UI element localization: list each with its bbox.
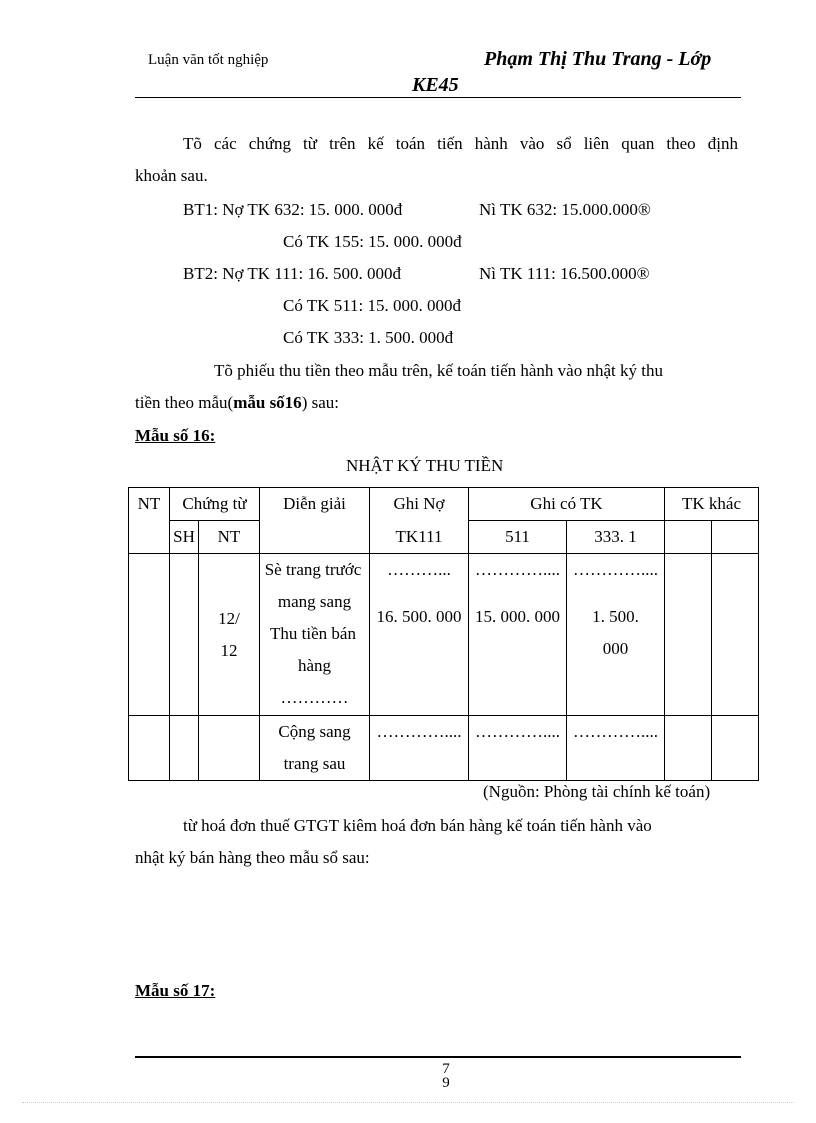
- cell-3331: ………….... 1. 500. 000: [567, 554, 665, 716]
- running-header-class: KE45: [412, 74, 459, 96]
- table-header-row-2: [129, 521, 759, 554]
- para2-line-1: Tõ phiếu thu tiền theo mẫu trên, kế toán tiến hành vào nhật ký thu: [214, 361, 663, 380]
- para3-line-1: từ hoá đơn thuế GTGT kiêm hoá đơn bán hàng kế toán tiến hành vào: [183, 816, 652, 835]
- header-sh: SH: [170, 521, 199, 554]
- form-16-label: Mẫu số 16:: [135, 426, 216, 445]
- entry-bt2-debit: BT2: Nợ TK 111: 16. 500. 000đ: [183, 264, 402, 283]
- intro-line-1: Tõ các chứng từ trên kế toán tiến hành vào sổ liên quan theo định: [183, 134, 738, 153]
- entry-bt1-credit: Có TK 155: 15. 000. 000đ: [283, 232, 462, 251]
- entry-bt2-credit-333: Có TK 333: 1. 500. 000đ: [283, 328, 454, 347]
- header-tk-khac: TK khác: [665, 488, 759, 521]
- header-ghi-co: Ghi có TK: [469, 488, 665, 521]
- header-tk-khac-b: [712, 521, 759, 554]
- entry-bt1-debit: BT1: Nợ TK 632: 15. 000. 000đ: [183, 200, 403, 219]
- cell-sh: [170, 554, 199, 716]
- header-3331: 333. 1: [567, 521, 665, 554]
- table-row: [129, 554, 759, 716]
- header-dien-giai: Diễn giải: [260, 488, 370, 554]
- para3-line-2: nhật ký bán hàng theo mẫu sổ sau:: [135, 848, 370, 867]
- header-nt: NT: [129, 488, 170, 554]
- entry-bt2-alt: Nì TK 111: 16.500.000®: [479, 264, 650, 283]
- table-title: NHẬT KÝ THU TIỀN: [346, 456, 504, 475]
- intro-line-2: khoản sau.: [135, 166, 208, 185]
- cell-nt: [129, 716, 170, 781]
- header-511: 511: [469, 521, 567, 554]
- cell-511: ………….... 15. 000. 000: [469, 554, 567, 716]
- page-number-bottom: 9: [442, 1075, 450, 1091]
- header-tk-khac-a: [665, 521, 712, 554]
- running-header-author: Phạm Thị Thu Trang - Lớp: [484, 48, 712, 70]
- header-tk111: TK111: [370, 521, 469, 554]
- cell-ghi-no: ………... 16. 500. 000: [370, 554, 469, 716]
- cell-nt: [129, 554, 170, 716]
- cell-tk-khac-b: [712, 554, 759, 716]
- table-header-row-1: [129, 488, 759, 521]
- header-divider: [135, 97, 741, 98]
- cell-description: Sè trang trước mang sang Thu tiền bán hàng …………: [260, 554, 370, 716]
- footer-divider: [135, 1056, 741, 1058]
- cell-3331: …………....: [567, 716, 665, 781]
- running-header-title: Luận văn tốt nghiệp: [148, 52, 269, 68]
- table-source-note: (Nguồn: Phòng tài chính kế toán): [483, 782, 711, 801]
- header-chung-tu: Chứng từ: [170, 488, 260, 521]
- form-17-label: Mẫu số 17:: [135, 981, 216, 1000]
- header-ghi-no: Ghi Nợ: [370, 488, 469, 521]
- header-nt-sub: NT: [199, 521, 260, 554]
- para2-line-2: tiền theo mẫu(mẫu số16) sau:: [135, 393, 339, 412]
- cell-description: Cộng sang trang sau: [260, 716, 370, 781]
- cell-ghi-no: …………....: [370, 716, 469, 781]
- cash-receipts-journal-table: [128, 487, 759, 781]
- page-bottom-border: [22, 1102, 794, 1103]
- cell-sh: [170, 716, 199, 781]
- cell-tk-khac-a: [665, 716, 712, 781]
- cell-tk-khac-b: [712, 716, 759, 781]
- entry-bt2-credit-511: Có TK 511: 15. 000. 000đ: [283, 296, 462, 315]
- entry-bt1-alt: Nì TK 632: 15.000.000®: [479, 200, 651, 219]
- cell-date: [199, 716, 260, 781]
- cell-tk-khac-a: [665, 554, 712, 716]
- table-row: [129, 716, 759, 781]
- cell-511: …………....: [469, 716, 567, 781]
- cell-date: 12/ 12: [199, 554, 260, 716]
- page-number-top: 7: [442, 1061, 450, 1077]
